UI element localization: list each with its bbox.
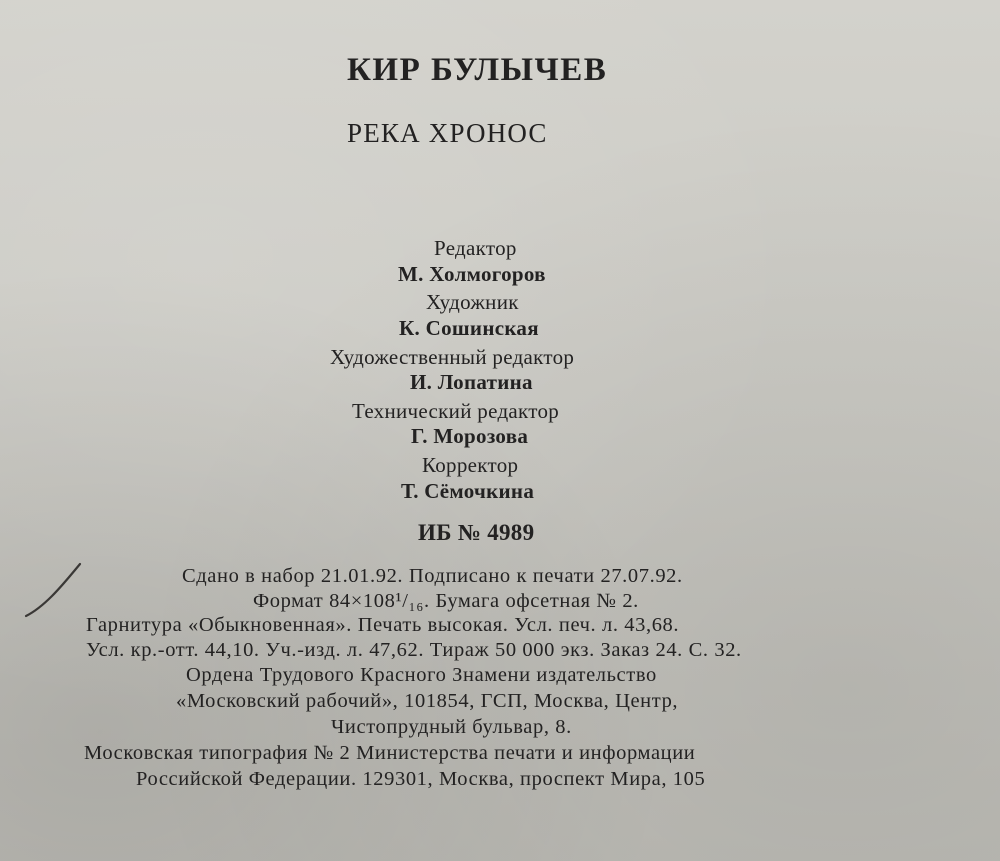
book-title: РЕКА ХРОНОС <box>347 118 548 148</box>
imprint-line: Чистопрудный бульвар, 8. <box>331 716 572 738</box>
imprint-line: Сдано в набор 21.01.92. Подписано к печати 27.07.92. <box>182 565 683 587</box>
credit-name: Т. Сёмочкина <box>401 479 535 503</box>
imprint-line: Российской Федерации. 129301, Москва, проспект Мира, 105 <box>136 768 706 790</box>
credit-role: Художественный редактор <box>330 345 575 369</box>
credit-role: Художник <box>426 290 519 314</box>
credit-role: Редактор <box>434 236 517 260</box>
imprint-line: Усл. кр.-отт. 44,10. Уч.-изд. л. 47,62. Тираж 50 000 экз. Заказ 24. С. 32. <box>86 639 742 661</box>
imprint-line: «Московский рабочий», 101854, ГСП, Москва, Центр, <box>176 690 679 712</box>
credit-name: М. Холмогоров <box>398 262 546 286</box>
imprint-line: Московская типография № 2 Министерства печати и информации <box>84 742 696 764</box>
imprint-line: Гарнитура «Обыкновенная». Печать высокая. Усл. печ. л. 43,68. <box>86 614 680 636</box>
ib-number: ИБ № 4989 <box>418 520 535 545</box>
credit-role: Технический редактор <box>352 399 560 423</box>
credit-name: И. Лопатина <box>410 370 533 394</box>
author-name: КИР БУЛЫЧЕВ <box>347 52 608 88</box>
pen-mark <box>22 560 84 620</box>
credit-name: К. Сошинская <box>399 316 539 340</box>
credit-name: Г. Морозова <box>411 424 529 448</box>
imprint-line: Формат 84×108¹/₁₆. Бумага офсетная № 2. <box>253 590 639 612</box>
imprint-line: Ордена Трудового Красного Знамени издательство <box>186 664 657 686</box>
credit-role: Корректор <box>422 453 519 477</box>
